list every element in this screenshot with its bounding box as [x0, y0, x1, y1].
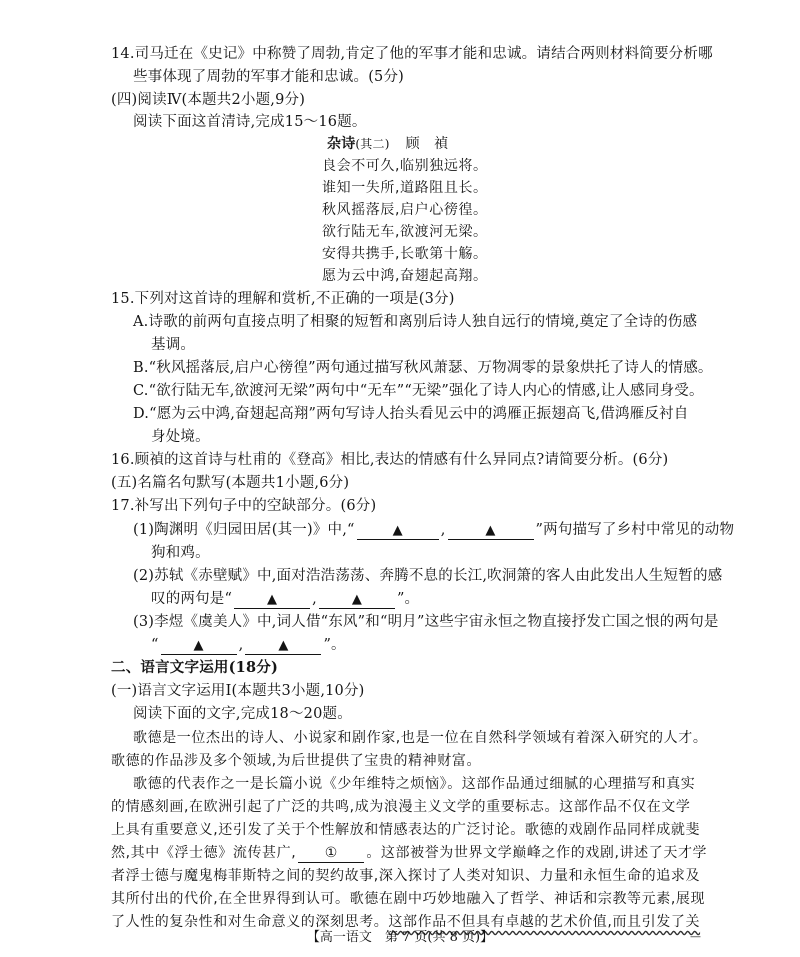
q17-part3-blank2[interactable] [245, 636, 321, 655]
poem-title-line [327, 133, 448, 155]
q17-stem: 17.补写出下列句子中的空缺部分。(6分) [111, 498, 377, 514]
triangle-icon: ▲ [267, 592, 278, 607]
q17-part3-post: ”。 [323, 637, 346, 653]
q17-part1-mid: , [440, 522, 446, 538]
poem-line-3: 秋风摇落辰,启户心徬徨。 [322, 202, 488, 218]
wavy-underlined-text: 这部作品不但具有卓越的艺术价值,而且引发了关 [388, 914, 701, 930]
q17-part3 [151, 634, 346, 656]
passage-line-8: 其所付出的代价,在全世界得到认可。歌德在剧中巧妙地融入了哲学、神话和宗教等元素,展现 [111, 891, 706, 907]
q17-part2-pre: 叹的两句是“ [151, 591, 233, 607]
poem-line-6: 愿为云中鸿,奋翅起高翔。 [322, 268, 488, 284]
triangle-icon: ▲ [278, 638, 289, 653]
q17-part1 [133, 519, 734, 541]
section2-header: 二、语言文字运用(18分) [111, 659, 278, 676]
passage-line-7: 者浮士德与魔鬼梅菲斯特之间的契约故事,深入探讨了人类对知识、力量和永恒生命的追求及 [111, 868, 701, 884]
q17-part3-pre: “ [151, 637, 159, 653]
q15-option-d-cont: 身处境。 [151, 429, 210, 445]
q17-part1-post: ”两句描写了乡村中常见的动物 [535, 522, 735, 538]
poem-line-2: 谁知一失所,道路阻且长。 [322, 180, 488, 196]
poem-line-4: 欲行陆无车,欲渡河无梁。 [322, 224, 488, 240]
q17-part2-blank2[interactable] [319, 590, 395, 609]
page-footer: 【高一语文 第 7 页(共 8 页)】 [306, 930, 494, 945]
q17-part2-post: ”。 [396, 591, 420, 607]
triangle-icon: ▲ [485, 523, 496, 538]
section2-sub1: (一)语言文字运用Ⅰ(本题共3小题,10分) [111, 683, 365, 699]
triangle-icon: ▲ [392, 523, 403, 538]
q15-option-a: A.诗歌的前两句直接点明了相聚的短暂和离别后诗人独自远行的情境,奠定了全诗的伤感 [133, 314, 698, 330]
reading4-header: (四)阅读Ⅳ(本题共2小题,9分) [111, 92, 306, 108]
q17-part2 [151, 588, 419, 610]
q17-part1-blank1[interactable] [357, 521, 439, 540]
passage-line-6-post: 。这部被誉为世界文学巅峰之作的戏剧,讲述了天才学 [366, 845, 708, 861]
passage-line-3: 歌德的代表作之一是长篇小说《少年维特之烦恼》。这部作品通过细腻的心理描写和真实 [133, 776, 696, 792]
q15-option-c: C.“欲行陆无车,欲渡河无梁”两句中“无车”“无梁”强化了诗人内心的情感,让人感同身受。 [133, 383, 704, 399]
passage-line-2: 歌德的作品涉及多个领域,为后世提供了宝贵的精神财富。 [111, 753, 482, 769]
q17-part2-line1: (2)苏轼《赤壁赋》中,面对浩浩荡荡、奔腾不息的长江,吹洞箫的客人由此发出人生短暂的感 [133, 568, 723, 584]
poem-title: 杂诗 [327, 136, 356, 152]
blank-number: ① [324, 845, 338, 861]
q14-line2: 些事体现了周勃的军事才能和忠诚。(5分) [133, 69, 405, 85]
passage-line-5: 上具有重要意义,还引发了关于个性解放和情感表达的广泛讨论。歌德的戏剧作品同样成就斐 [111, 822, 701, 838]
triangle-icon: ▲ [351, 592, 363, 607]
corner-mark: — [690, 930, 701, 943]
passage-line-1: 歌德是一位杰出的诗人、小说家和剧作家,也是一位在自然科学领域有着深入研究的人才。 [133, 730, 708, 746]
q17-part3-blank1[interactable] [161, 636, 237, 655]
poem-line-1: 良会不可久,临别独远将。 [322, 158, 488, 174]
triangle-icon: ▲ [193, 638, 204, 653]
q17-part3-line1: (3)李煜《虞美人》中,词人借“东风”和“明月”这些宇宙永恒之物直接抒发亡国之恨的两句是 [133, 614, 719, 630]
q15-option-d: D.“愿为云中鸿,奋翅起高翔”两句写诗人抬头看见云中的鸿雁正振翅高飞,借鸿雁反衬自 [133, 406, 689, 422]
q16-text: 16.顾禎的这首诗与杜甫的《登高》相比,表达的情感有什么异同点?请简要分析。(6分) [111, 452, 669, 468]
q14-line1: 14.司马迁在《史记》中称赞了周勃,肯定了他的军事才能和忠诚。请结合两则材料简要分析哪 [111, 46, 713, 62]
q15-stem: 15.下列对这首诗的理解和赏析,不正确的一项是(3分) [111, 291, 455, 307]
q17-part2-blank1[interactable] [234, 590, 310, 609]
reading4-instruction: 阅读下面这首清诗,完成15～16题。 [133, 114, 367, 130]
section2-instruction: 阅读下面的文字,完成18～20题。 [133, 706, 352, 722]
section5-header: (五)名篇名句默写(本题共1小题,6分) [111, 475, 350, 491]
passage-blank-1[interactable] [298, 844, 364, 863]
passage-line-6-pre: 然,其中《浮士德》流传甚广, [111, 845, 297, 861]
q17-part3-mid: , [238, 637, 244, 653]
poem-line-5: 安得共携手,长歌第十觞。 [322, 246, 488, 262]
q17-part1-pre: (1)陶渊明《归园田居(其一)》中,“ [133, 522, 355, 538]
q17-part2-mid: , [312, 591, 317, 607]
poem-subtitle: (其二) [355, 137, 390, 151]
q17-part1-blank2[interactable] [448, 521, 534, 540]
q15-option-b: B.“秋风摇落辰,启户心徬徨”两句通过描写秋风萧瑟、万物凋零的景象烘托了诗人的情感。 [133, 360, 713, 376]
passage-line-9-pre: 了人性的复杂性和对生命意义的深刻思考。 [111, 914, 389, 930]
q15-option-a-cont: 基调。 [151, 337, 196, 353]
passage-line-4: 的情感刻画,在欧洲引起了广泛的共鸣,成为浪漫主义文学的重要标志。这部作品不仅在文学 [111, 799, 691, 815]
q17-part1-cont: 狗和鸡。 [151, 545, 210, 561]
poem-author: 顾 禎 [405, 136, 449, 152]
passage-line-6 [111, 842, 707, 864]
